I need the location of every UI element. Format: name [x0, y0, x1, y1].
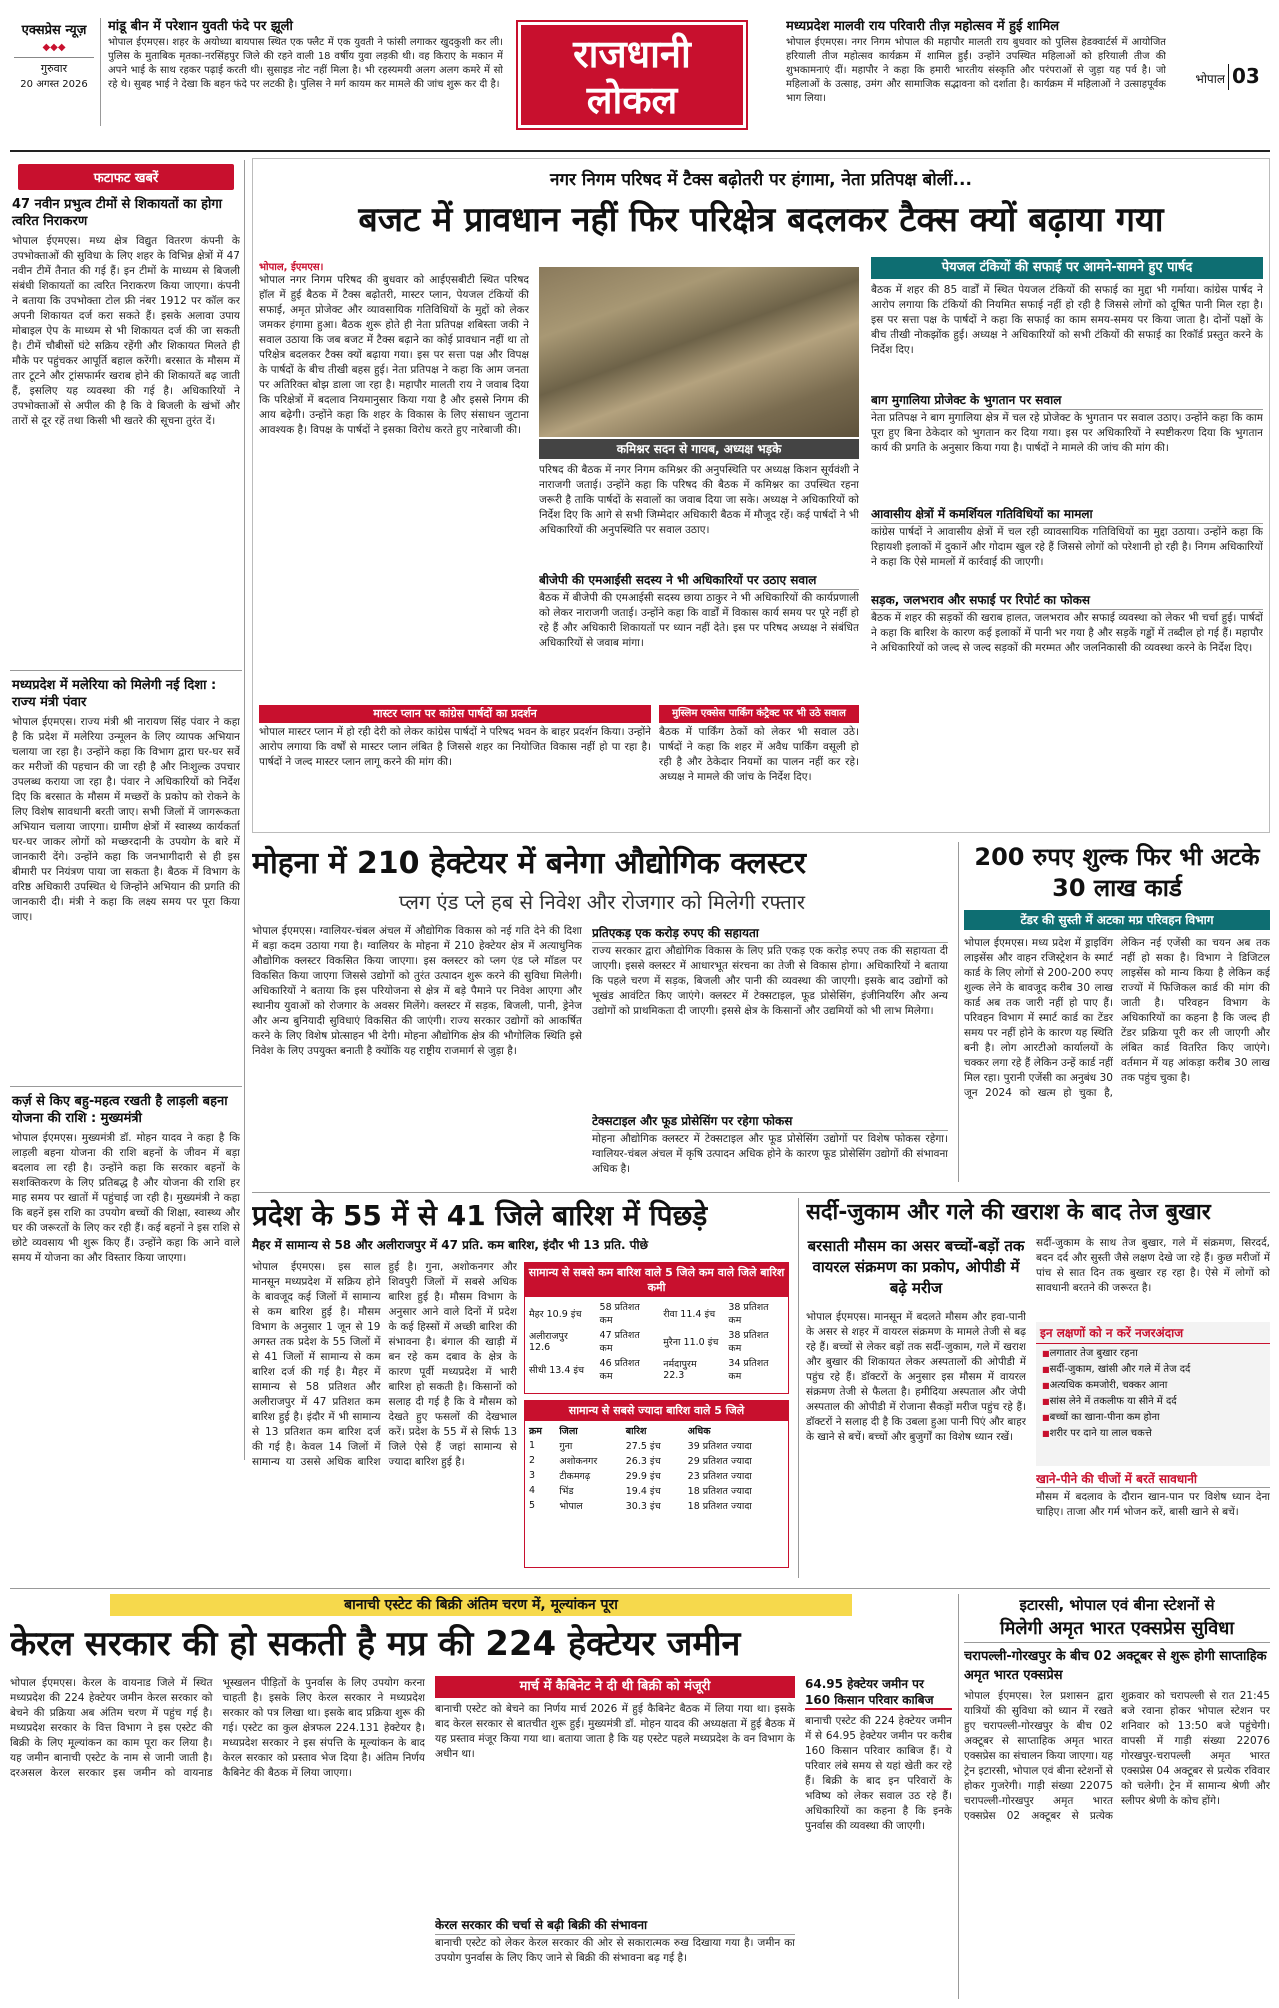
sidebar-title: फटाफट खबरें: [18, 164, 234, 190]
bottom-right-bar-label: मुस्लिम एक्सेस पार्किंग कंट्रैक्ट पर भी उठे सवाल: [672, 708, 846, 719]
symptom-list: [1036, 1346, 1270, 1442]
kerala-sub-body: बानाची एस्टेट को लेकर केरल सरकार की ओर से सकारात्मक रुख दिखाया गया है। जमीन का उपयोग पुनर्वास के लिए किए जाने से बिक्री की संभावना बढ़ गई है।: [435, 1937, 795, 1964]
lead-body-column: [259, 259, 529, 699]
lead-kicker: नगर निगम परिषद में टैक्स बढ़ोतरी पर हंगामा, नेता प्रतिपक्ष बोलीं...: [550, 170, 972, 190]
story-body: भोपाल ईएमएस। नगर निगम भोपाल की महापौर मालती राय बुधवार को पुलिस हेडक्वार्टर्स में आयोजित हरियाली तीज महोत्सव कार्यक्रम में शामिल हुईं। उन्होंने उपस्थित महिलाओं को हरियाली तीज की शुभकामनाएं दीं। महापौर ने कहा कि हमारी भारतीय संस्कृति और परंपराओं से जुड़ा यह पर्व है। जो महिलाओं के उत्साह, उमंग और सामाजिक सद्भावना को दर्शाता है। कार्यक्रम में महिलाओं ने उत्साहपूर्वक भाग लिया।: [786, 37, 1166, 104]
table-row: 1 गुना 27.5 इंच 39 प्रतिशत ज्यादा: [529, 1440, 752, 1452]
headline: मध्यप्रदेश मालवी राय परिवारी तीज़ महोत्सव में हुई शामिल: [786, 19, 1060, 34]
masthead-day: गुरुवार: [14, 57, 94, 76]
brand-name: एक्सप्रेस न्यूज़: [21, 23, 87, 38]
subhead-roads: सड़क, जलभराव और सफाई पर रिपोर्ट का फोकस: [871, 591, 1263, 610]
kerala-sub: केरल सरकार की चर्चा से बढ़ी बिक्री की संभावना: [435, 1916, 795, 1935]
subhead-bag-mugalia: बाग मुगालिया प्रोजेक्ट के भुगतान पर सवाल: [871, 391, 1263, 410]
kerala-bar-body: बानाची एस्टेट को बेचने का निर्णय मार्च 2026 में हुई कैबिनेट बैठक में लिया गया था। इसके बाद केरल सरकार से बातचीत शुरू हुई। मुख्यमंत्री डॉ. मोहन यादव की अध्यक्षता में हुई बैठक में यह प्रस्ताव मंजूर किया गया था। बताया जाता है कि यह एस्टेट पहले मध्यप्रदेश के वन विभाग के अधीन था।: [435, 1703, 795, 1760]
cards-headline: 200 रुपए शुल्क फिर भी अटके 30 लाख कार्ड: [974, 843, 1260, 902]
list-item: ■ सर्दी-जुकाम, खांसी और गले में तेज दर्द: [1042, 1362, 1270, 1378]
train-headline: मिलेगी अमृत भारत एक्सप्रेस सुविधा: [964, 1616, 1270, 1643]
rain-most-table: [525, 1423, 788, 1513]
fever-sub2: खाने-पीने की चीजों में बरतें सावधानी: [1036, 1470, 1270, 1488]
rain-least-table: [525, 1299, 788, 1383]
rain-box-most: [524, 1400, 789, 1568]
kerala-side-title: 64.95 हेक्टेयर जमीन पर 160 किसान परिवार काबिज: [805, 1676, 952, 1710]
bag-mugalia-body: नेता प्रतिपक्ष ने बाग मुगालिया क्षेत्र में चल रहे प्रोजेक्ट के भुगतान पर सवाल उठाए। उन्होंने कहा कि काम पूरा हुए बिना ठेकेदार को भुगतान कर दिया गया। इस पर अधिकारियों ने स्पष्टीकरण दिया कि भुगतान कार्य की प्रगति के अनुसार किया गया है। पार्षदों ने मामले की जांच की मांग की।: [871, 412, 1263, 454]
bottom-right-body: बैठक में पार्किंग ठेकों को लेकर भी सवाल उठे। पार्षदों ने कहा कि शहर में अवैध पार्किंग वसूली हो रही है और ठेकेदार नियमों का पालन नहीं कर रहे। अध्यक्ष ने मामले की जांच के निर्देश दिए।: [659, 726, 859, 783]
cards-bar: टेंडर की सुस्ती में अटका मप्र परिवहन विभाग: [964, 910, 1270, 930]
bottom-left-body: भोपाल मास्टर प्लान में हो रही देरी को लेकर कांग्रेस पार्षदों ने परिषद भवन के बाहर प्रदर्शन किया। उन्होंने आरोप लगाया कि वर्षों से मास्टर प्लान लंबित है जिससे शहर का नियोजित विकास नहीं हो पा रहा है। पार्षदों ने जल्द मास्टर प्लान लागू करने की मांग की।: [259, 726, 651, 768]
kerala-body: भोपाल ईएमएस। केरल के वायनाड जिले में स्थित मध्यप्रदेश की 224 हेक्टेयर जमीन केरल सरकार को बेचने की प्रक्रिया अब अंतिम चरण में पहुंच गई है। मध्यप्रदेश सरकार के वित्त विभाग ने इस एस्टेट की बिक्री के लिए मूल्यांकन का काम पूरा कर लिया है। यह जमीन बानाची एस्टेट के नाम से जानी जाती है। दरअसल केरल सरकार इस जमीन को वायनाड भूस्खलन पीड़ितों के पुनर्वास के लिए उपयोग करना चाहती है। इसके लिए केरल सरकार ने मध्यप्रदेश सरकार को पत्र लिखा था। इसके बाद प्रक्रिया शुरू की गई। एस्टेट का कुल क्षेत्रफल 224.131 हेक्टेयर है। मध्यप्रदेश सरकार ने इस संपत्ति के मूल्यांकन के बाद केरल सरकार को प्रस्ताव भेज दिया है। अंतिम निर्णय कैबिनेट की बैठक में लिया जाएगा।: [10, 1677, 425, 1779]
industry-sub1-body: राज्य सरकार द्वारा औद्योगिक विकास के लिए प्रति एकड़ एक करोड़ रुपए तक की सहायता दी जाएगी। इससे क्लस्टर में आधारभूत संरचना का तेजी से विकास होगा। अधिकारियों ने बताया कि पहले चरण में सड़क, बिजली और पानी की व्यवस्था की जाएगी। इसके बाद उद्योगों को भूखंड आवंटित किए जाएंगे। क्लस्टर में टेक्सटाइल, फूड प्रोसेसिंग, इंजीनियरिंग और अन्य उद्योगों को प्राथमिकता दी जाएगी। इससे क्षेत्र के किसानों और उद्यमियों को भी लाभ मिलेगा।: [592, 945, 948, 1017]
industry-headline: मोहना में 210 हेक्टेयर में बनेगा औद्योगिक क्लस्टर: [252, 846, 806, 881]
section-title-2: लोकल: [586, 78, 678, 122]
industry-sub2: टेक्सटाइल और फूड प्रोसेसिंग पर रहेगा फोकस: [592, 1112, 948, 1131]
table-header: क्रम जिला बारिश अधिक: [529, 1426, 711, 1437]
masthead-date: 20 अगस्त 2026: [20, 79, 88, 90]
list-item: ■ सांस लेने में तकलीफ या सीने में दर्द: [1042, 1394, 1270, 1410]
kerala-bar: [435, 1676, 795, 1698]
industry-deck: प्लग एंड प्ले हब से निवेश और रोजगार को मिलेगी रफ्तार: [398, 890, 806, 914]
lead-story: [252, 158, 1270, 833]
kerala-side-body: बानाची एस्टेट की 224 हेक्टेयर जमीन में से 64.95 हेक्टेयर जमीन पर करीब 160 किसान परिवार काबिज हैं। ये परिवार लंबे समय से यहां खेती कर रहे हैं। बिक्री के बाद इन परिवारों के भविष्य को लेकर सवाल उठ रहे हैं। अधिकारियों का कहना है कि इनके पुनर्वास की व्यवस्था की जाएगी।: [805, 1715, 952, 1832]
roads-body: बैठक में शहर की सड़कों की खराब हालत, जलभराव और सफाई व्यवस्था को लेकर भी चर्चा हुई। पार्षदों ने कहा कि बारिश के कारण कई इलाकों में पानी भर गया है और सड़कें गड्ढों में तब्दील हो गई हैं। महापौर ने अधिकारियों को जल्द से जल्द सड़कों की मरम्मत और जलनिकासी की व्यवस्था करने के निर्देश दिए।: [871, 612, 1263, 654]
section-title-1: राजधानी: [573, 32, 691, 76]
subhead-mic-member: बीजेपी की एमआईसी सदस्य ने भी अधिकारियों पर उठाए सवाल: [539, 571, 859, 590]
council-meeting-photo: [539, 267, 859, 437]
symptom-list-title: इन लक्षणों को न करें नजरअंदाज: [1036, 1322, 1270, 1344]
rain-body: भोपाल ईएमएस। इस साल मानसून मध्यप्रदेश में सक्रिय होने के बावजूद कई जिलों में सामान्य से कम बारिश हुई है। मौसम विभाग के अनुसार 1 जून से 19 अगस्त तक प्रदेश के 55 जिलों में से 41 जिलों में सामान्य से कम बारिश दर्ज की गई है। मैहर में सामान्य से 58 प्रतिशत और अलीराजपुर में 47 प्रतिशत कम बारिश हुई है। इंदौर में भी सामान्य से 13 प्रतिशत कम बारिश दर्ज की गई है। केवल 14 जिलों में सामान्य या उससे अधिक बारिश हुई है। गुना, अशोकनगर और शिवपुरी जिलों में सबसे अधिक बारिश हुई है। मौसम विभाग के अनुसार आने वाले दिनों में प्रदेश के कई हिस्सों में अच्छी बारिश की संभावना है। बंगाल की खाड़ी में बन रहे कम दबाव के क्षेत्र के कारण पूर्वी मध्यप्रदेश में भारी बारिश हो सकती है। किसानों को सलाह दी गई है कि वे मौसम को देखते हुए फसलों की देखभाल करें। प्रदेश के 55 में से सिर्फ 13 जिले ऐसे हैं जहां सामान्य से ज्यादा बारिश हुई है।: [252, 1261, 517, 1468]
subhead-mic-body: बैठक में बीजेपी की एमआईसी सदस्य छाया ठाकुर ने भी अधिकारियों की कार्यप्रणाली को लेकर नाराजगी जताई। उन्होंने कहा कि वार्डों में विकास कार्य समय पर पूरे नहीं हो रहे हैं और अधिकारी शिकायतों पर ध्यान नहीं देते। इस पर परिषद अध्यक्ष ने संबंधित अधिकारियों से जवाब मांगा।: [539, 592, 859, 649]
train-story: [964, 1594, 1270, 1999]
kerala-bar-label: मार्च में कैबिनेट ने दी थी बिक्री को मंजूरी: [519, 1679, 711, 1694]
headline: मांडू बीन में परेशान युवती फंदे पर झूली: [108, 19, 293, 34]
industry-story: [252, 842, 952, 1187]
rain-box-most-title: सामान्य से सबसे ज्यादा बारिश वाले 5 जिले: [525, 1401, 788, 1421]
right-column-bar: पेयजल टंकियों की सफाई पर आमने-सामने हुए पार्षद: [871, 257, 1263, 279]
train-deck: चरापल्ली-गोरखपुर के बीच 02 अक्टूबर से शुरू होगी साप्ताहिक अमृत भारत एक्सप्रेस: [964, 1649, 1267, 1683]
list-item: ■ अत्यधिक कमजोरी, चक्कर आना: [1042, 1378, 1270, 1394]
kerala-story: [10, 1594, 952, 1999]
water-tank-body: बैठक में शहर की 85 वार्डों में स्थित पेयजल टंकियों की सफाई का मुद्दा भी गर्माया। कांग्रेस पार्षद ने आरोप लगाया कि टंकियों की नियमित सफाई नहीं हो रही है जिससे लोगों को दूषित पानी मिल रहा है। इस पर सत्ता पक्ष के पार्षदों ने कहा कि सफाई का काम समय-समय पर किया जाता है। दोनों पक्षों के बीच तीखी नोकझोंक हुई। अध्यक्ष ने अधिकारियों को सभी टंकियों की सफाई का रिकॉर्ड प्रस्तुत करने के निर्देश दिए।: [871, 284, 1263, 356]
lead-body: भोपाल नगर निगम परिषद की बुधवार को आईएसबीटी स्थित परिषद हॉल में हुई बैठक में टैक्स बढ़ोतरी, मास्टर प्लान, पेयजल टंकियों की सफाई, अमृत प्रोजेक्ट और व्यावसायिक गतिविधियों के मुद्दों को लेकर जमकर हंगामा हुआ। बैठक शुरू होते ही नेता प्रतिपक्ष शबिस्ता जकी ने सवाल उठाया कि जब बजट में टैक्स बढ़ाने का कोई प्रावधान नहीं था तो परिक्षेत्र बदलकर टैक्स क्यों बढ़ाया गया। इस पर सत्ता पक्ष और विपक्ष के पार्षदों के बीच तीखी बहस हुई। नेता प्रतिपक्ष ने कहा कि आम जनता पर अतिरिक्त बोझ डाला जा रहा है। महापौर मालती राय ने जवाब दिया कि परिक्षेत्रों में बदलाव नियमानुसार किया गया है और इससे निगम की आय बढ़ेगी। उन्होंने कहा कि शहर के विकास के लिए संसाधन जुटाना आवश्यक है। विपक्ष के पार्षदों ने इसका विरोध करते हुए नारेबाजी की।: [259, 274, 529, 436]
rain-deck: मैहर में सामान्य से 58 और अलीराजपुर में 47 प्रति. कम बारिश, इंदौर भी 13 प्रति. पीछे: [252, 1238, 649, 1252]
sidebar-story-2-body: भोपाल ईएमएस। राज्य मंत्री श्री नारायण सिंह पंवार ने कहा है कि प्रदेश में मलेरिया उन्मूलन के लिए व्यापक अभियान चलाया जा रहा है। उन्होंने कहा कि विभाग द्वारा घर-घर सर्वे कर मरीजों की पहचान की जा रही है और निःशुल्क उपचार उपलब्ध कराया जा रहा है। पंवार ने अधिकारियों को निर्देश दिए कि बरसात के मौसम में मच्छरों के प्रकोप को रोकने के लिए विशेष सावधानी बरती जाए। सभी जिलों में जागरूकता अभियान चलाया जाएगा। ग्रामीण क्षेत्रों में स्वास्थ्य कार्यकर्ता घर-घर जाकर लोगों को मच्छरदानी के उपयोग के बारे में जानकारी देंगे। उन्होंने कहा कि जनभागीदारी से ही इस बीमारी पर नियंत्रण पाया जा सकता है। बैठक में विभाग के वरिष्ठ अधिकारी उपस्थित थे जिन्होंने अभियान की प्रगति की जानकारी दी। मंत्री ने कहा कि लक्ष्य समय पर पूरा किया जाए।: [12, 716, 240, 923]
rain-story: [252, 1198, 792, 1583]
table-row: 5 भोपाल 30.3 इंच 18 प्रतिशत ज्यादा: [529, 1500, 752, 1512]
fever-story: [806, 1198, 1270, 1583]
table-row: अलीराजपुर 12.6 47 प्रतिशत कम मुरैना 11.0 इंच 38 प्रतिशत कम: [529, 1330, 769, 1354]
bottom-right-bar: [659, 705, 859, 723]
commercial-body: कांग्रेस पार्षदों ने आवासीय क्षेत्रों में चल रही व्यावसायिक गतिविधियों का मुद्दा उठाया। उन्होंने कहा कि रिहायशी इलाकों में दुकानें और गोदाम खुल रहे हैं जिससे लोगों को परेशानी हो रही है। निगम अधिकारियों ने कहा कि ऐसे मामलों में कार्रवाई की जाएगी।: [871, 526, 1263, 568]
lead-dateline: भोपाल, ईएमएस।: [259, 262, 324, 273]
table-row: 4 भिंड 19.4 इंच 18 प्रतिशत ज्यादा: [529, 1485, 752, 1497]
fever-sub2-body: मौसम में बदलाव के दौरान खान-पान पर विशेष ध्यान देना चाहिए। ताजा और गर्म भोजन करें, बासी खाने से बचें।: [1036, 1491, 1270, 1518]
train-body: भोपाल ईएमएस। रेल प्रशासन द्वारा यात्रियों की सुविधा को ध्यान में रखते हुए चरापल्ली-गोरखपुर के बीच 02 अक्टूबर से साप्ताहिक अमृत भारत एक्सप्रेस का संचालन किया जाएगा। यह ट्रेन इटारसी, भोपाल एवं बीना स्टेशनों से होकर गुजरेगी। गाड़ी संख्या 22075 चरापल्ली-गोरखपुर अमृत भारत एक्सप्रेस 02 अक्टूबर से प्रत्येक शुक्रवार को चरापल्ली से रात 21:45 बजे रवाना होकर भोपाल स्टेशन पर शनिवार को 13:50 बजे पहुंचेगी। वापसी में गाड़ी संख्या 22076 गोरखपुर-चरापल्ली अमृत भारत एक्सप्रेस 04 अक्टूबर से प्रत्येक रविवार को चलेगी। ट्रेन में सामान्य श्रेणी और स्लीपर श्रेणी के कोच होंगे।: [964, 1690, 1270, 1822]
subhead-commercial: आवासीय क्षेत्रों में कमर्शियल गतिविधियों का मामला: [871, 505, 1263, 524]
sidebar-story-1-body: भोपाल ईएमएस। मध्य क्षेत्र विद्युत वितरण कंपनी के उपभोक्ताओं की सुविधा के लिए शहर के विभिन्न क्षेत्रों में 47 नवीन टीमें तैनात की गई हैं। इन टीमों के माध्यम से बिजली संबंधी शिकायतों का त्वरित निराकरण किया जाएगा। कंपनी ने बताया कि उपभोक्ता टोल फ्री नंबर 1912 पर कॉल कर अपनी शिकायत दर्ज करा सकते हैं। इसके अलावा उपाय मोबाइल ऐप के माध्यम से भी शिकायत दर्ज की जा सकती है। टीमें चौबीसों घंटे सक्रिय रहेंगी और शिकायत मिलते ही मौके पर पहुंचकर आपूर्ति बहाल करेंगी। बरसात के मौसम में तार टूटने और ट्रांसफार्मर खराब होने की शिकायतें बढ़ जाती हैं, इसलिए यह व्यवस्था की गई है। अधिकारियों ने उपभोक्ताओं से अपील की है कि वे बिजली के खंभों और तारों से दूर रहें तथा किसी भी खतरे की सूचना तुरंत दें।: [12, 235, 240, 427]
caption-story-body: परिषद की बैठक में नगर निगम कमिश्नर की अनुपस्थिति पर अध्यक्ष किशन सूर्यवंशी ने नाराजगी जताई। उन्होंने कहा कि परिषद की बैठक में कमिश्नर का उपस्थित रहना जरूरी है ताकि पार्षदों के सवालों का जवाब दिया जा सके। अध्यक्ष ने अधिकारियों को निर्देश दिए कि आगे से सभी जिम्मेदार अधिकारी बैठक में मौजूद रहें। कई पार्षदों ने भी अधिकारियों की अनुपस्थिति पर सवाल उठाए।: [539, 464, 859, 536]
industry-sub1: प्रतिएकड़ एक करोड़ रुपए की सहायता: [592, 924, 948, 943]
list-item: ■ शरीर पर दाने या लाल चकत्ते: [1042, 1426, 1270, 1442]
fever-deck: बरसाती मौसम का असर बच्चों-बड़ों तक वायरल संक्रमण का प्रकोप, ओपीडी में बढ़े मरीज: [807, 1237, 1025, 1297]
industry-sub2-body: मोहना औद्योगिक क्लस्टर में टेक्सटाइल और फूड प्रोसेसिंग उद्योगों पर विशेष फोकस रहेगा। ग्वालियर-चंबल अंचल में कृषि उत्पादन अधिक होने के कारण फूड प्रोसेसिंग उद्योगों की संभावना अधिक है।: [592, 1133, 948, 1175]
train-kicker: इटारसी, भोपाल एवं बीना स्टेशनों से: [1019, 1596, 1215, 1614]
sidebar-story-3-body: भोपाल ईएमएस। मुख्यमंत्री डॉ. मोहन यादव ने कहा है कि लाड़ली बहना योजना की राशि बहनों के जीवन में बड़ा बदलाव ला रही है। उन्होंने कहा कि सरकार बहनों के सशक्तिकरण के लिए प्रतिबद्ध है और योजना की राशि हर माह समय पर खातों में पहुंचाई जा रही है। मुख्यमंत्री ने कहा कि बहनें इस राशि का उपयोग बच्चों की शिक्षा, स्वास्थ्य और घर की जरूरतों के लिए कर रही हैं। कई बहनों ने इस राशि से छोटे व्यवसाय भी शुरू किए हैं। उन्होंने कहा कि आने वाले समय में योजना का और विस्तार किया जाएगा।: [12, 1132, 240, 1264]
brand-block: [14, 20, 94, 120]
sidebar: [10, 158, 242, 1458]
rain-headline: प्रदेश के 55 में से 41 जिले बारिश में पिछड़े: [252, 1199, 708, 1232]
lead-headline: बजट में प्रावधान नहीं फिर परिक्षेत्र बदलकर टैक्स क्यों बढ़ाया गया: [358, 200, 1164, 240]
industry-body: भोपाल ईएमएस। ग्वालियर-चंबल अंचल में औद्योगिक विकास को नई गति देने की दिशा में बड़ा कदम उठाया गया है। ग्वालियर के मोहना में 210 हेक्टेयर क्षेत्र में अत्याधुनिक औद्योगिक क्लस्टर विकसित किया जाएगा। इस क्लस्टर को प्लग एंड प्ले मॉडल पर विकसित किया जाएगा जिससे उद्योगों को तुरंत उत्पादन शुरू करने की सुविधा मिलेगी। अधिकारियों ने बताया कि इस परियोजना से क्षेत्र में बड़े पैमाने पर निवेश आएगा और स्थानीय युवाओं को रोजगार के अवसर मिलेंगे। क्लस्टर में सड़क, बिजली, पानी, ड्रेनेज और अन्य बुनियादी सुविधाएं विकसित की जाएंगी। राज्य सरकार उद्योगों को आकर्षित करने के लिए विशेष प्रोत्साहन भी देगी। मोहना औद्योगिक क्षेत्र की भौगोलिक स्थिति इसे निवेश के लिए उपयुक्त बनाती है क्योंकि यह राष्ट्रीय राजमार्ग से जुड़ा है।: [252, 925, 582, 1057]
table-row: 2 अशोकनगर 26.3 इंच 29 प्रतिशत ज्यादा: [529, 1455, 752, 1467]
city-label: भोपाल: [1195, 72, 1225, 86]
bottom-left-bar-label: मास्टर प्लान पर कांग्रेस पार्षदों का प्रदर्शन: [373, 707, 537, 720]
masthead-left-story: [108, 16, 503, 128]
brand-ornament-icon: ◆◆◆: [42, 42, 66, 53]
cards-body: भोपाल ईएमएस। मध्य प्रदेश में ड्राइविंग लाइसेंस और वाहन रजिस्ट्रेशन के स्मार्ट कार्ड के लिए लोगों से 200-200 रुपए शुल्क लेने के बावजूद करीब 30 लाख कार्ड अब तक जारी नहीं हो पाए हैं। परिवहन विभाग में स्मार्ट कार्ड का टेंडर समय पर नहीं होने के कारण यह स्थिति बनी है। लोग आरटीओ कार्यालयों के चक्कर लगा रहे हैं लेकिन उन्हें कार्ड नहीं मिल रहा। पुरानी एजेंसी का अनुबंध 30 जून 2024 को खत्म हो चुका है, लेकिन नई एजेंसी का चयन अब तक नहीं हो सका है। विभाग ने डिजिटल लाइसेंस को मान्य किया है लेकिन कई राज्यों में फिजिकल कार्ड की मांग की जाती है। परिवहन विभाग के अधिकारियों का कहना है कि जल्द ही टेंडर प्रक्रिया पूरी कर ली जाएगी और लंबित कार्ड वितरित किए जाएंगे। वर्तमान में यह आंकड़ा करीब 30 लाख तक पहुंच चुका है।: [964, 937, 1270, 1099]
list-item: ■ बच्चों का खाना-पीना कम होना: [1042, 1410, 1270, 1426]
fever-headline: सर्दी-जुकाम और गले की खराश के बाद तेज बुखार: [806, 1200, 1211, 1225]
kerala-kicker: बानाची एस्टेट की बिक्री अंतिम चरण में, मूल्यांकन पूरा: [110, 1594, 852, 1616]
table-row: मैहर 10.9 इंच 58 प्रतिशत कम रीवा 11.4 इंच 38 प्रतिशत कम: [529, 1302, 769, 1326]
sidebar-story-3-headline: कर्ज़ से किए बहु-महत्व रखती है लाड़ली बहना योजना की राशि : मुख्यमंत्री: [12, 1094, 228, 1126]
section-title-box: [518, 22, 746, 128]
symptom-box: [1036, 1322, 1270, 1466]
story-body: भोपाल ईएमएस। शहर के अयोध्या बायपास स्थित एक फ्लैट में एक युवती ने फांसी लगाकर खुदकुशी कर ली। पुलिस के मुताबिक मृतका-नरसिंहपुर जिले की रहने वाली 18 वर्षीय युवा लड़की थी। वह किराए के मकान में अपने भाई के साथ रहकर पढ़ाई करती थी। सुसाइड नोट नहीं मिला है। भी रहस्यमयी अलग अलग कमरे में सो रहे थे। सुबह भाई ने देखा कि बहन फंदे पर लटकी है। पुलिस ने मर्ग कायम कर मामले की जांच शुरू कर दी है।: [108, 37, 503, 90]
sidebar-story-1-headline: 47 नवीन प्रभुत्व टीमों से शिकायतों का होगा त्वरित निराकरण: [12, 197, 223, 229]
list-item: ■ लगातार तेज बुखार रहना: [1042, 1346, 1270, 1362]
rain-box-least: [524, 1262, 789, 1394]
fever-body: भोपाल ईएमएस। मानसून में बदलते मौसम और हवा-पानी के असर से शहर में वायरल संक्रमण के मामले तेजी से बढ़ रहे हैं। बच्चों से लेकर बड़ों तक सर्दी-जुकाम, गले में खराश और बुखार की शिकायत लेकर अस्पतालों की ओपीडी में पहुंच रहे हैं। डॉक्टरों के अनुसार इस मौसम में वायरल संक्रमण तेजी से फैलता है। हमीदिया अस्पताल और जेपी अस्पताल की ओपीडी में रोजाना सैकड़ों मरीज पहुंच रहे हैं। डॉक्टरों ने सलाह दी है कि उबला हुआ पानी पिएं और बाहर के खाने से बचें। बच्चों और बुजुर्गों का विशेष ध्यान रखें।: [806, 1311, 1026, 1443]
kerala-headline: केरल सरकार की हो सकती है मप्र की 224 हेक्टेयर जमीन: [10, 1624, 741, 1664]
photo-caption: कमिश्नर सदन से गायब, अध्यक्ष भड़के: [539, 439, 859, 459]
table-row: सीधी 13.4 इंच 46 प्रतिशत कम नर्मदापुरम 22.3 34 प्रतिशत कम: [529, 1358, 769, 1382]
smart-card-story: [964, 842, 1270, 1187]
rain-box-least-title: सामान्य से सबसे कम बारिश वाले 5 जिले कम वाले जिले बारिश कमी: [525, 1263, 788, 1297]
sidebar-story-2-headline: मध्यप्रदेश में मलेरिया को मिलेगी नई दिशा : राज्य मंत्री पंवार: [12, 678, 217, 710]
masthead: [0, 0, 1279, 145]
masthead-right-story: [786, 16, 1166, 128]
table-row: 3 टीकमगढ़ 29.9 इंच 23 प्रतिशत ज्यादा: [529, 1470, 752, 1482]
bottom-left-bar: [259, 705, 651, 723]
page-number: 03: [1232, 64, 1260, 88]
fever-right-body: सर्दी-जुकाम के साथ तेज बुखार, गले में संक्रमण, सिरदर्द, बदन दर्द और सुस्ती जैसे लक्षण देखे जा रहे हैं। कुछ मरीजों में पांच से सात दिन तक बुखार रह रहा है। ऐसे में लोगों को सावधानी बरतने की जरूरत है।: [1036, 1237, 1270, 1294]
